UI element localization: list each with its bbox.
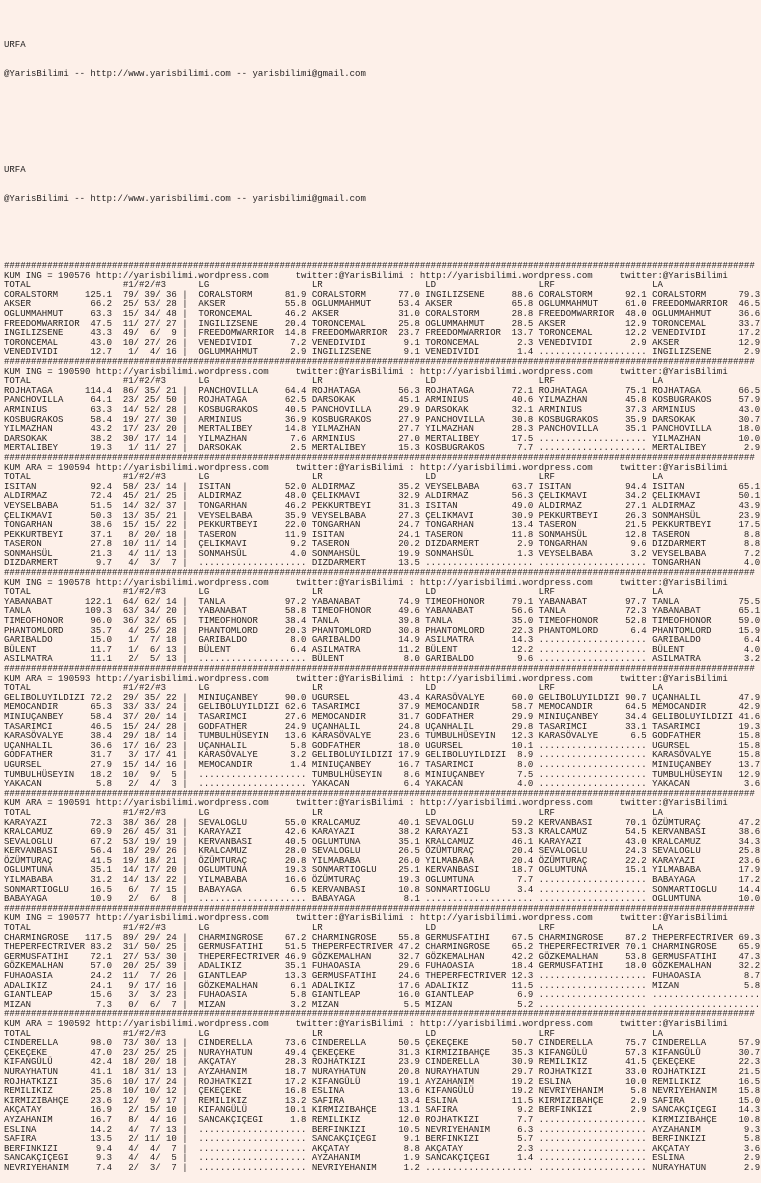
table-row: YILMAZHAN 43.2 17/ 23/ 20 | MERTALIBEY 14.8 YILMAZHAN 27.7 YILMAZHAN 28.3 PANCHOVILLA 35.1 PANCHOVILLA 18.0 bbox=[4, 424, 761, 435]
tables-section bbox=[4, 262, 761, 1173]
table-row: FREEDOMWARRIOR 47.5 11/ 27/ 27 | INGILIZSENE 20.4 TORONCEMAL 25.8 OGLUMMAHMUT 28.5 AKSER 12.9 TORONCEMAL 33.7 bbox=[4, 318, 761, 329]
table-row: GODFATHER 31.7 3/ 17/ 41 | KARASÖVALYE 3.2 GELIBOLUYILDIZI 17.9 GELIBOLUYILDIZI 8.9 .................... KARASÖVALYE 15.8 bbox=[4, 750, 761, 761]
separator-line: ########################################################################################################################################### bbox=[4, 1009, 755, 1020]
table-row: ÖZÜMTURAÇ 41.5 19/ 18/ 21 | ÖZÜMTURAÇ 20.8 YILMABABA 26.0 YILMABABA 20.4 ÖZÜMTURAÇ 22.2 KARAYAZI 23.6 bbox=[4, 855, 761, 866]
table-row: PANCHOVILLA 64.1 23/ 25/ 50 | ROJHATAGA 62.5 DARSOKAK 45.1 ARMINIUS 40.6 YILMAZHAN 45.8 KOSBUGRAKOS 57.9 bbox=[4, 395, 761, 406]
table-row: ASILMATRA 11.1 2/ 5/ 13 | .................... BÜLENT 8.0 GARIBALDO 9.6 .................... ASILMATRA 3.2 bbox=[4, 654, 761, 665]
table-row: MEMOCANDIR 65.3 33/ 33/ 24 | GELIBOLUYILDIZI 62.6 TASARIMCI 37.9 MEMOCANDIR 58.7 MEMOCANDIR 64.5 MEMOCANDIR 42.9 bbox=[4, 702, 761, 713]
table-row: ESLINA 14.2 4/ 7/ 13 | .................... BERFINKIZI 10.5 NEVRIYEHANIM 6.3 .................... AYZAHANIM 9.3 bbox=[4, 1124, 761, 1135]
table-row: KIFANGÜLÜ 42.4 18/ 20/ 18 | AKÇATAY 28.3 ROJHATKIZI 23.9 CINDERELLA 30.9 REMILIKIZ 41.5 ÇEKEÇEKE 22.3 bbox=[4, 1057, 761, 1068]
letterhead-block-1 bbox=[4, 22, 761, 99]
table-row: MIZAN 7.3 0/ 6/ 7 | MIZAN 3.2 MIZAN 5.5 MIZAN 5.2 .................... .................... bbox=[4, 999, 761, 1010]
table-id-line: KUM ARA = 190594 http://yarisbilimi.wordpress.com twitter:@YarisBilimi : http://yarisbilimi.wordpress.com twitter:@YarisBilimi bbox=[4, 462, 728, 473]
table-id-line: KUM ING = 190577 http://yarisbilimi.wordpress.com twitter:@YarisBilimi : http://yarisbilimi.wordpress.com twitter:@YarisBilimi bbox=[4, 913, 728, 924]
table-row: THEPERFECTRIVER 83.2 31/ 50/ 25 | GERMUSFATIHI 51.5 THEPERFECTRIVER 47.2 CHARMINGROSE 65.2 THEPERFECTRIVER 70.1 CHARMINGROSE 65.9 bbox=[4, 942, 761, 953]
table-row: CHARMINGROSE 117.5 89/ 29/ 24 | CHARMINGROSE 67.2 CHARMINGROSE 55.8 GERMUSFATIHI 67.5 CHARMINGROSE 87.2 THEPERFECTRIVER 69.3 bbox=[4, 932, 761, 943]
column-header-line: TOTAL #1/#2/#3 LG LR LD LRF LA bbox=[4, 923, 663, 934]
table-row: SAFIRA 13.5 2/ 11/ 10 | .................... SANCAKÇIÇEGI 9.1 BERFINKIZI 5.7 .................... BERFINKIZI 5.8 bbox=[4, 1134, 761, 1145]
table-row: UÇANHALIL 36.6 17/ 16/ 23 | UÇANHALIL 5.8 GODFATHER 18.0 UGURSEL 10.1 .................... UGURSEL 15.8 bbox=[4, 740, 761, 751]
table-row: SEVALOGLU 67.2 53/ 19/ 19 | KERVANBASI 40.5 OGLUMTUNA 35.1 KRALCAMUZ 46.1 KARAYAZI 43.0 KRALCAMUZ 34.3 bbox=[4, 836, 761, 847]
table-id-line: KUM ING = 190576 http://yarisbilimi.wordpress.com twitter:@YarisBilimi : http://yarisbilimi.wordpress.com twitter:@YarisBilimi bbox=[4, 270, 728, 281]
table-row: FUHAOASIA 24.2 11/ 7/ 26 | GIANTLEAP 13.3 GERMUSFATIHI 24.6 THEPERFECTRIVER 12.3 .................... FUHAOASIA 8.7 bbox=[4, 971, 761, 981]
table-row: YABANABAT 122.1 64/ 62/ 14 | TANLA 97.2 YABANABAT 74.9 TIMEOFHONOR 79.1 YABANABAT 97.7 TANLA 75.5 bbox=[4, 596, 761, 607]
table-row: PEKKURTBEYI 37.1 8/ 20/ 18 | TASERON 11.9 ISITAN 24.1 TASERON 11.8 SONMAHSÜL 12.8 TASERON 8.8 bbox=[4, 529, 761, 540]
column-header-line: TOTAL #1/#2/#3 LG LR LD LRF LA bbox=[4, 280, 663, 291]
table-row: BABAYAGA 10.9 2/ 6/ 8 | .................... BABAYAGA 8.1 .................... .................... OGLUMTUNA 10.0 bbox=[4, 894, 761, 905]
table-row: ROJHATAGA 114.4 86/ 35/ 21 | PANCHOVILLA 64.4 ROJHATAGA 56.3 ROJHATAGA 72.1 ROJHATAGA 75.1 ROJHATAGA 66.5 bbox=[4, 385, 761, 396]
separator-line: ########################################################################################################################################### bbox=[4, 261, 755, 272]
table-row: BÜLENT 11.7 1/ 6/ 13 | BÜLENT 6.4 ASILMATRA 11.2 BÜLENT 12.2 .................... BÜLENT 4.0 bbox=[4, 644, 761, 655]
letterhead-contact-line: @YarisBilimi -- http://www.yarisbilimi.com -- yarisbilimi@gmail.com bbox=[4, 69, 366, 80]
table-row: GERMUSFATIHI 72.1 27/ 53/ 30 | THEPERFECTRIVER 46.9 GÖZKEMALHAN 32.7 GÖZKEMALHAN 42.2 GÖZKEMALHAN 53.8 GERMUSFATIHI 47.3 bbox=[4, 951, 761, 962]
table-row: VEYSELBABA 51.5 14/ 32/ 37 | TONGARHAN 46.2 PEKKURTBEYI 31.3 ISITAN 49.0 ALDIRMAZ 27.1 ALDIRMAZ 43.9 bbox=[4, 500, 761, 511]
table-id-line: KUM ARA = 190591 http://yarisbilimi.wordpress.com twitter:@YarisBilimi : http://yarisbilimi.wordpress.com twitter:@YarisBilimi bbox=[4, 798, 728, 809]
table-row: TIMEOFHONOR 96.0 36/ 32/ 65 | TIMEOFHONOR 38.4 TANLA 39.8 TANLA 35.0 TIMEOFHONOR 52.8 TIMEOFHONOR 59.0 bbox=[4, 616, 761, 627]
table-row: SONMARTIOGLU 16.5 6/ 7/ 15 | BABAYAGA 6.5 KERVANBASI 10.8 SONMARTIOGLU 3.4 .................... SONMARTIOGLU 14.4 bbox=[4, 884, 761, 895]
table-row: ÇELIKMAVI 50.3 13/ 35/ 21 | VEYSELBABA 35.9 VEYSELBABA 27.3 ÇELIKMAVI 30.9 PEKKURTBEYI 26.3 SONMAHSÜL 23.9 bbox=[4, 510, 761, 521]
letterhead-contact-line: @YarisBilimi -- http://www.yarisbilimi.com -- yarisbilimi@gmail.com bbox=[4, 194, 366, 205]
table-row: TORONCEMAL 43.0 10/ 27/ 26 | VENEDIVIDI 7.2 VENEDIVIDI 9.1 TORONCEMAL 2.3 VENEDIVIDI 2.9 AKSER 12.9 bbox=[4, 337, 761, 348]
table-row: GIANTLEAP 15.6 3/ 3/ 23 | FUHAOASIA 5.8 GIANTLEAP 16.0 GIANTLEAP 6.9 .................... .................... bbox=[4, 990, 761, 1001]
table-row: SANCAKÇIÇEGI 9.3 4/ 4/ 5 | .................... AYZAHANIM 1.9 SANCAKÇIÇEGI 1.4 .................... ESLINA 2.9 bbox=[4, 1153, 761, 1164]
table-row: NURAYHATUN 41.1 18/ 31/ 13 | AYZAHANIM 18.7 NURAYHATUN 20.8 NURAYHATUN 29.7 ROJHATKIZI 33.0 ROJHATKIZI 21.5 bbox=[4, 1066, 761, 1077]
table-row: DIZDARMERT 9.7 4/ 3/ 7 | .................... DIZDARMERT 13.5 .................... .................... TONGARHAN 4.0 bbox=[4, 558, 761, 569]
separator-line: ########################################################################################################################################### bbox=[4, 452, 755, 463]
table-row: SONMAHSÜL 21.3 4/ 11/ 13 | SONMAHSÜL 4.0 SONMAHSÜL 19.9 SONMAHSÜL 1.3 VEYSELBABA 3.2 VEYSELBABA 7.2 bbox=[4, 548, 761, 559]
table-row: ÇEKEÇEKE 47.0 23/ 25/ 25 | NURAYHATUN 49.4 ÇEKEÇEKE 31.3 KIRMIZIBAHÇE 35.3 KIFANGÜLÜ 57.3 KIFANGÜLÜ 30.7 bbox=[4, 1047, 761, 1058]
table-row: CINDERELLA 98.0 73/ 30/ 13 | CINDERELLA 73.6 CINDERELLA 50.5 ÇEKEÇEKE 50.7 CINDERELLA 75.7 CINDERELLA 57.9 bbox=[4, 1038, 761, 1049]
table-row: ARMINIUS 63.3 14/ 52/ 28 | KOSBUGRAKOS 40.5 PANCHOVILLA 29.9 DARSOKAK 32.1 ARMINIUS 37.3 ARMINIUS 43.0 bbox=[4, 404, 761, 415]
separator-line: ########################################################################################################################################### bbox=[4, 357, 755, 367]
separator-line: ########################################################################################################################################### bbox=[4, 568, 755, 579]
table-row: KIRMIZIBAHÇE 23.6 12/ 9/ 17 | REMILIKIZ 13.2 SAFIRA 13.4 ESLINA 11.5 KIRMIZIBAHÇE 2.9 SAFIRA 15.0 bbox=[4, 1095, 761, 1106]
separator-line: ########################################################################################################################################### bbox=[4, 903, 755, 914]
table-row: VENEDIVIDI 12.7 1/ 4/ 16 | OGLUMMAHMUT 2.9 INGILIZSENE 9.1 VENEDIVIDI 1.4 .................... INGILIZSENE 2.9 bbox=[4, 347, 761, 358]
table-row: KRALCAMUZ 69.9 26/ 45/ 31 | KARAYAZI 42.6 KARAYAZI 38.2 KARAYAZI 53.3 KRALCAMUZ 54.5 KERVANBASI 38.6 bbox=[4, 827, 761, 838]
table-row: YAKACAN 5.8 2/ 4/ 3 | .................... YAKACAN 6.4 YAKACAN 4.0 .................... YAKACAN 3.6 bbox=[4, 779, 761, 790]
table-row: OGLUMMAHMUT 63.3 15/ 34/ 48 | TORONCEMAL 46.2 AKSER 31.0 CORALSTORM 28.8 FREEDOMWARRIOR 48.0 OGLUMMAHMUT 36.6 bbox=[4, 309, 761, 320]
table-row: NEVRIYEHANIM 7.4 2/ 3/ 7 | .................... NEVRIYEHANIM 1.2 .................... .................... NURAYHATUN 2.9 bbox=[4, 1162, 761, 1173]
table-row: TASARIMCI 46.5 15/ 24/ 28 | GODFATHER 24.9 UÇANHALIL 24.8 UÇANHALIL 29.8 TASARIMCI 33.1 TASARIMCI 19.3 bbox=[4, 721, 761, 732]
table-row: TONGARHAN 38.6 15/ 15/ 22 | PEKKURTBEYI 22.0 TONGARHAN 24.7 TONGARHAN 13.4 TASERON 21.5 PEKKURTBEYI 17.5 bbox=[4, 520, 761, 531]
table-row: GÖZKEMALHAN 57.0 20/ 25/ 39 | ADALIKIZ 35.1 FUHAOASIA 29.6 FUHAOASIA 18.4 GERMUSFATIHI 18.0 GÖZKEMALHAN 32.2 bbox=[4, 961, 761, 972]
table-row: TUMBULHÜSEYIN 18.2 10/ 9/ 5 | .................... TUMBULHÜSEYIN 8.6 MINIUÇANBEY 7.5 .................... TUMBULHÜSEYIN 12.9 bbox=[4, 769, 761, 780]
table-row: TASERON 27.8 10/ 11/ 14 | ÇELIKMAVI 9.2 TASERON 20.2 DIZDARMERT 2.9 TONGARHAN 9.6 DIZDARMERT 8.8 bbox=[4, 539, 761, 550]
table-row: INGILIZSENE 43.3 49/ 6/ 9 | FREEDOMWARRIOR 14.8 FREEDOMWARRIOR 23.7 FREEDOMWARRIOR 13.7 TORONCEMAL 12.2 VENEDIVIDI 17.2 bbox=[4, 328, 761, 339]
table-row: ISITAN 92.4 58/ 23/ 14 | ISITAN 52.0 ALDIRMAZ 35.2 VEYSELBABA 63.7 ISITAN 94.4 ISITAN 65.1 bbox=[4, 481, 761, 492]
column-header-line: TOTAL #1/#2/#3 LG LR LD LRF LA bbox=[4, 587, 663, 598]
table-row: ROJHATKIZI 35.6 10/ 17/ 24 | ROJHATKIZI 17.2 KIFANGÜLÜ 19.1 AYZAHANIM 19.2 ESLINA 10.0 REMILIKIZ 16.5 bbox=[4, 1076, 761, 1087]
table-row: KARASÖVALYE 38.4 29/ 18/ 14 | TUMBULHÜSEYIN 13.6 KARASÖVALYE 23.6 TUMBULHÜSEYIN 12.3 KARASÖVALYE 6.5 GODFATHER 15.8 bbox=[4, 731, 761, 742]
table-row: KERVANBASI 56.4 18/ 29/ 26 | KRALCAMUZ 28.0 SEVALOGLU 26.5 ÖZÜMTURAÇ 20.4 SEVALOGLU 24.3 SEVALOGLU 25.8 bbox=[4, 846, 761, 857]
table-row: OGLUMTUNA 35.1 14/ 17/ 20 | OGLUMTUNA 19.3 SONMARTIOGLU 25.1 KERVANBASI 18.7 OGLUMTUNA 15.1 YILMABABA 17.9 bbox=[4, 865, 761, 876]
letterhead-location: URFA bbox=[4, 165, 26, 176]
letterhead-location: URFA bbox=[4, 40, 26, 51]
column-header-line: TOTAL #1/#2/#3 LG LR LD LRF LA bbox=[4, 683, 663, 694]
table-row: UGURSEL 27.9 15/ 14/ 16 | MEMOCANDIR 1.4 MINIUÇANBEY 16.7 TASARIMCI 8.0 .................... MINIUÇANBEY 13.7 bbox=[4, 759, 761, 770]
table-id-line: KUM ING = 190590 http://yarisbilimi.wordpress.com twitter:@YarisBilimi : http://yarisbilimi.wordpress.com twitter:@YarisBilimi bbox=[4, 366, 728, 377]
table-row: ADALIKIZ 24.1 9/ 17/ 16 | GÖZKEMALHAN 6.1 ADALIKIZ 17.6 ADALIKIZ 11.5 .................... MIZAN 5.8 bbox=[4, 980, 761, 991]
separator-line: ########################################################################################################################################### bbox=[4, 664, 755, 674]
table-id-line: KUM ARA = 190592 http://yarisbilimi.wordpress.com twitter:@YarisBilimi : http://yarisbilimi.wordpress.com twitter:@YarisBilimi bbox=[4, 1018, 728, 1029]
table-row: YILMABABA 31.2 14/ 13/ 22 | YILMABABA 16.6 ÖZÜMTURAÇ 19.3 OGLUMTUNA 7.7 .................... BABAYAGA 17.2 bbox=[4, 875, 761, 886]
table-row: TANLA 109.3 63/ 34/ 20 | YABANABAT 58.8 TIMEOFHONOR 49.6 YABANABAT 56.6 TANLA 72.3 YABANABAT 65.1 bbox=[4, 606, 761, 617]
table-row: PHANTOMLORD 35.7 4/ 25/ 28 | PHANTOMLORD 20.3 PHANTOMLORD 30.8 PHANTOMLORD 22.3 PHANTOMLORD 6.4 PHANTOMLORD 15.9 bbox=[4, 625, 761, 636]
table-row: REMILIKIZ 25.8 10/ 10/ 12 | ÇEKEÇEKE 16.8 ESLINA 13.6 KIFANGÜLÜ 19.2 NEVRIYEHANIM 5.8 NEVRIYEHANIM 15.8 bbox=[4, 1086, 761, 1097]
table-row: GELIBOLUYILDIZI 72.2 29/ 35/ 22 | MINIUÇANBEY 90.0 UGURSEL 43.4 KARASÖVALYE 60.0 GELIBOLUYILDIZI 90.7 UÇANHALIL 47.9 bbox=[4, 692, 761, 703]
table-row: AYZAHANIM 16.7 8/ 4/ 16 | SANCAKÇIÇEGI 1.8 REMILIKIZ 12.0 ROJHATKIZI 7.7 .................... KIRMIZIBAHÇE 10.8 bbox=[4, 1114, 761, 1125]
letterhead-block-2 bbox=[4, 147, 761, 224]
table-row: AKSER 66.2 25/ 53/ 28 | AKSER 55.8 OGLUMMAHMUT 53.4 AKSER 65.8 OGLUMMAHMUT 61.0 FREEDOMWARRIOR 46.5 bbox=[4, 299, 761, 310]
table-row: MERTALIBEY 19.3 1/ 11/ 27 | DARSOKAK 2.5 MERTALIBEY 15.3 KOSBUGRAKOS 7.7 .................... MERTALIBEY 2.9 bbox=[4, 443, 761, 454]
separator-line: ########################################################################################################################################### bbox=[4, 788, 755, 799]
table-row: AKÇATAY 16.9 2/ 15/ 10 | KIFANGÜLÜ 10.1 KIRMIZIBAHÇE 13.1 SAFIRA 9.2 BERFINKIZI 2.9 SANCAKÇIÇEGI 14.3 bbox=[4, 1105, 761, 1116]
table-row: ALDIRMAZ 72.4 45/ 21/ 25 | ALDIRMAZ 48.0 ÇELIKMAVI 32.9 ALDIRMAZ 56.3 ÇELIKMAVI 34.2 ÇELIKMAVI 50.1 bbox=[4, 491, 761, 502]
table-row: KOSBUGRAKOS 58.4 19/ 27/ 30 | ARMINIUS 36.9 KOSBUGRAKOS 27.9 PANCHOVILLA 30.8 KOSBUGRAKOS 35.9 DARSOKAK 30.7 bbox=[4, 414, 761, 425]
table-id-line: KUM ARA = 190593 http://yarisbilimi.wordpress.com twitter:@YarisBilimi : http://yarisbilimi.wordpress.com twitter:@YarisBilimi bbox=[4, 673, 728, 684]
table-row: MINIUÇANBEY 58.4 37/ 20/ 14 | TASARIMCI 27.6 MEMOCANDIR 31.7 GODFATHER 29.9 MINIUÇANBEY 34.4 GELIBOLUYILDIZI 41.6 bbox=[4, 711, 761, 722]
column-header-line: TOTAL #1/#2/#3 LG LR LD LRF LA bbox=[4, 807, 663, 818]
table-id-line: KUM ING = 190578 http://yarisbilimi.wordpress.com twitter:@YarisBilimi : http://yarisbilimi.wordpress.com twitter:@YarisBilimi bbox=[4, 577, 728, 588]
table-row: CORALSTORM 125.1 79/ 39/ 36 | CORALSTORM 81.9 CORALSTORM 77.0 INGILIZSENE 88.6 CORALSTORM 92.1 CORALSTORM 79.3 bbox=[4, 289, 761, 300]
table-row: GARIBALDO 15.0 1/ 7/ 18 | GARIBALDO 8.0 GARIBALDO 14.9 ASILMATRA 14.3 .................... GARIBALDO 6.4 bbox=[4, 635, 761, 646]
table-row: BERFINKIZI 9.4 4/ 4/ 7 | .................... AKÇATAY 8.8 AKÇATAY 2.3 .................... AKÇATAY 3.6 bbox=[4, 1143, 761, 1154]
column-header-line: TOTAL #1/#2/#3 LG LR LD LRF LA bbox=[4, 376, 663, 387]
column-header-line: TOTAL #1/#2/#3 LG LR LD LRF LA bbox=[4, 472, 663, 483]
column-header-line: TOTAL #1/#2/#3 LG LR LD LRF LA bbox=[4, 1028, 663, 1039]
table-row: DARSOKAK 38.2 30/ 17/ 14 | YILMAZHAN 7.6 ARMINIUS 27.0 MERTALIBEY 17.5 .................... YILMAZHAN 10.0 bbox=[4, 433, 761, 444]
table-row: KARAYAZI 72.3 38/ 36/ 28 | SEVALOGLU 55.0 KRALCAMUZ 40.1 SEVALOGLU 59.2 KERVANBASI 70.1 ÖZÜMTURAÇ 47.2 bbox=[4, 817, 761, 828]
